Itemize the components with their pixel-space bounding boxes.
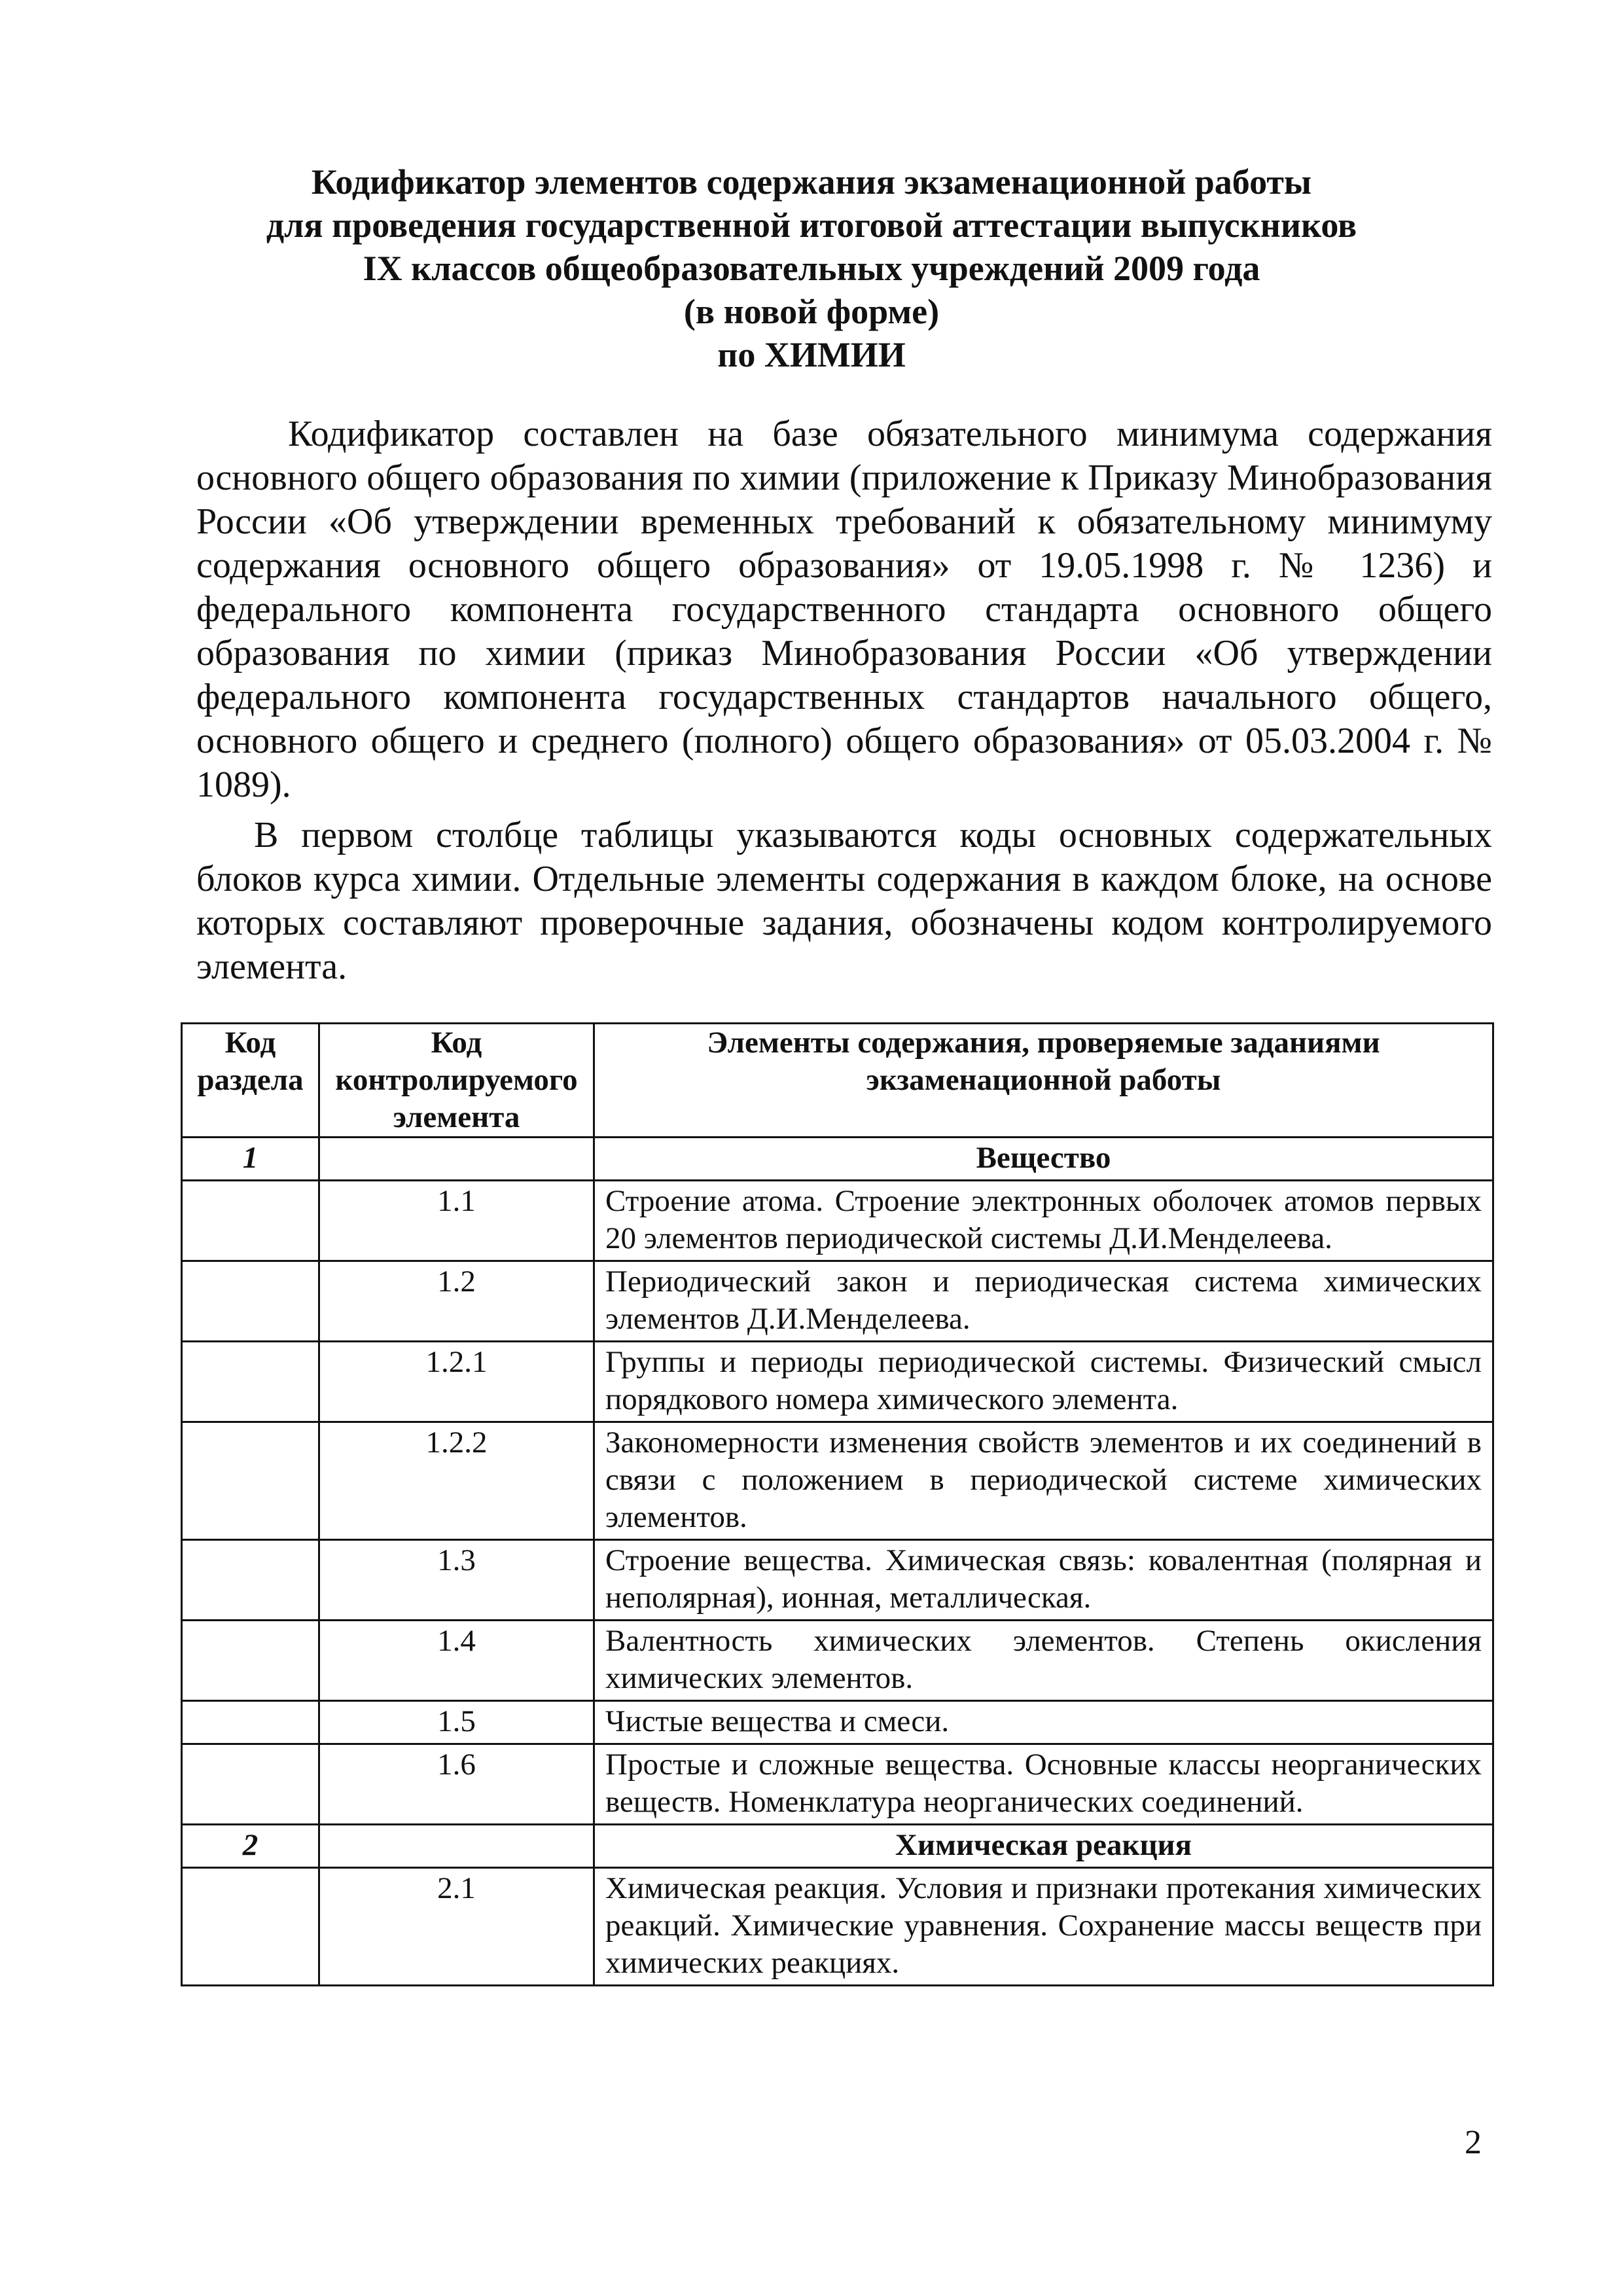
empty-cell: [182, 1261, 319, 1342]
empty-cell: [182, 1868, 319, 1986]
table-row: [182, 1701, 1493, 1744]
section-code: 1: [182, 1138, 319, 1181]
element-content: Строение вещества. Химическая связь: ковалентная (полярная и неполярная), ионная, металлическая.: [594, 1540, 1493, 1621]
table-row: [182, 1621, 1493, 1701]
section-row: [182, 1825, 1493, 1868]
element-code: 1.2: [319, 1261, 594, 1342]
table-header-row: [182, 1024, 1493, 1138]
title-line: по ХИМИИ: [717, 335, 906, 374]
element-content: Группы и периоды периодической системы. Физический смысл порядкового номера химического элемента.: [594, 1342, 1493, 1422]
element-code: 1.3: [319, 1540, 594, 1621]
element-code: 2.1: [319, 1868, 594, 1986]
title-line: Кодификатор элементов содержания экзаменационной работы: [311, 162, 1312, 202]
section-title: Химическая реакция: [594, 1825, 1493, 1868]
element-code: 1.6: [319, 1744, 594, 1825]
element-code: 1.4: [319, 1621, 594, 1701]
element-content: Простые и сложные вещества. Основные классы неорганических веществ. Номенклатура неорганических соединений.: [594, 1744, 1493, 1825]
empty-cell: [182, 1342, 319, 1422]
header-content-elements: Элементы содержания, проверяемые заданиями экзаменационной работы: [594, 1024, 1493, 1138]
table-row: [182, 1744, 1493, 1825]
empty-cell: [182, 1422, 319, 1540]
title-line: для проведения государственной итоговой аттестации выпускников: [266, 206, 1357, 245]
element-code: 1.2.2: [319, 1422, 594, 1540]
page-number: 2: [1465, 2124, 1482, 2161]
table-row: [182, 1181, 1493, 1261]
empty-cell: [182, 1621, 319, 1701]
table-row: [182, 1342, 1493, 1422]
title-line: IX классов общеобразовательных учреждений 2009 года: [363, 249, 1260, 288]
element-content: Периодический закон и периодическая система химических элементов Д.И.Менделеева.: [594, 1261, 1493, 1342]
title-line: (в новой форме): [683, 292, 940, 331]
element-content: Строение атома. Строение электронных оболочек атомов первых 20 элементов периодической системы Д.И.Менделеева.: [594, 1181, 1493, 1261]
header-section-code: Код раздела: [182, 1024, 319, 1138]
element-content: Закономерности изменения свойств элементов и их соединений в связи с положением в периодической системе химических элементов.: [594, 1422, 1493, 1540]
element-code: 1.2.1: [319, 1342, 594, 1422]
element-content: Чистые вещества и смеси.: [594, 1701, 1493, 1744]
header-element-code: Код контролируемого элемента: [319, 1024, 594, 1138]
empty-cell: [319, 1138, 594, 1181]
table-row: [182, 1540, 1493, 1621]
empty-cell: [182, 1540, 319, 1621]
empty-cell: [182, 1701, 319, 1744]
table-row: [182, 1868, 1493, 1986]
empty-cell: [319, 1825, 594, 1868]
table-row: [182, 1261, 1493, 1342]
section-row: [182, 1138, 1493, 1181]
element-content: Валентность химических элементов. Степень окисления химических элементов.: [594, 1621, 1493, 1701]
document-title: [196, 160, 1427, 376]
empty-cell: [182, 1181, 319, 1261]
section-title: Вещество: [594, 1138, 1493, 1181]
intro-paragraph: Кодификатор составлен на базе обязательного минимума содержания основного общего образования по химии (приложение к Приказу Минобразования России «Об утверждении временных требований к обязательному минимуму содержания основного общего образования» от 19.05.1998 г. № 1236) и федерального компонента государственного стандарта основного общего образования по химии (приказ Минобразования России «Об утверждении федерального компонента государственных стандартов начального общего, основного общего и среднего (полного) общего образования» от 05.03.2004 г. № 1089).: [196, 414, 1492, 805]
table-row: [182, 1422, 1493, 1540]
body-text: [196, 412, 1492, 989]
element-code: 1.5: [319, 1701, 594, 1744]
codifier-table: [181, 1022, 1494, 1986]
element-content: Химическая реакция. Условия и признаки протекания химических реакций. Химические уравнения. Сохранение массы веществ при химических реакциях.: [594, 1868, 1493, 1986]
element-code: 1.1: [319, 1181, 594, 1261]
section-code: 2: [182, 1825, 319, 1868]
table-description-paragraph: В первом столбце таблицы указываются коды основных содержательных блоков курса химии. Отдельные элементы содержания в каждом блоке, на основе которых составляют проверочные задания, обозначены кодом контролируемого элемента.: [196, 815, 1492, 987]
empty-cell: [182, 1744, 319, 1825]
